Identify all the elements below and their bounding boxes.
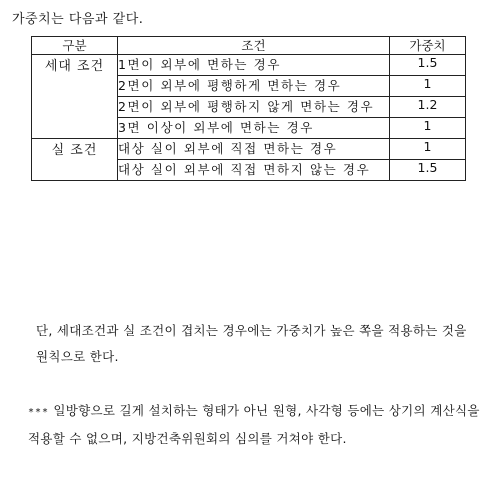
group-label-household: 세대 조건: [32, 55, 118, 139]
group-label-room: 실 조건: [32, 139, 118, 181]
weight-cell: 1.5: [390, 55, 466, 76]
weight-table: [31, 36, 466, 181]
note-shape-text: 일방향으로 길게 설치하는 형태가 아닌 원형, 사각형 등에는 상기의 계산식을 적용할 수 없으며, 지방건축위원회의 심의를 거쳐야 한다.: [28, 403, 480, 446]
header-condition: 조건: [118, 37, 390, 55]
note-marker: ***: [28, 407, 50, 418]
condition-cell: 3면 이상이 외부에 면하는 경우: [118, 118, 390, 139]
weight-cell: 1: [390, 118, 466, 139]
condition-cell: 대상 실이 외부에 직접 면하는 경우: [118, 139, 390, 160]
table-row: [32, 139, 466, 160]
note-shape-exception: [28, 398, 480, 452]
intro-text: 가중치는 다음과 같다.: [12, 12, 144, 27]
weight-cell: 1: [390, 76, 466, 97]
note-overlap-rule: 단, 세대조건과 실 조건이 겹치는 경우에는 가중치가 높은 쪽을 적용하는 것을 원칙으로 한다.: [36, 323, 467, 364]
weight-cell: 1.2: [390, 97, 466, 118]
header-weight: 가중치: [390, 37, 466, 55]
condition-cell: 대상 실이 외부에 직접 면하지 않는 경우: [118, 160, 390, 181]
condition-cell: 2면이 외부에 평행하게 면하는 경우: [118, 76, 390, 97]
condition-cell: 2면이 외부에 평행하지 않게 면하는 경우: [118, 97, 390, 118]
weight-cell: 1: [390, 139, 466, 160]
weight-cell: 1.5: [390, 160, 466, 181]
condition-cell: 1면이 외부에 면하는 경우: [118, 55, 390, 76]
table-header-row: [32, 37, 466, 55]
header-category: 구분: [32, 37, 118, 55]
table-row: [32, 55, 466, 76]
